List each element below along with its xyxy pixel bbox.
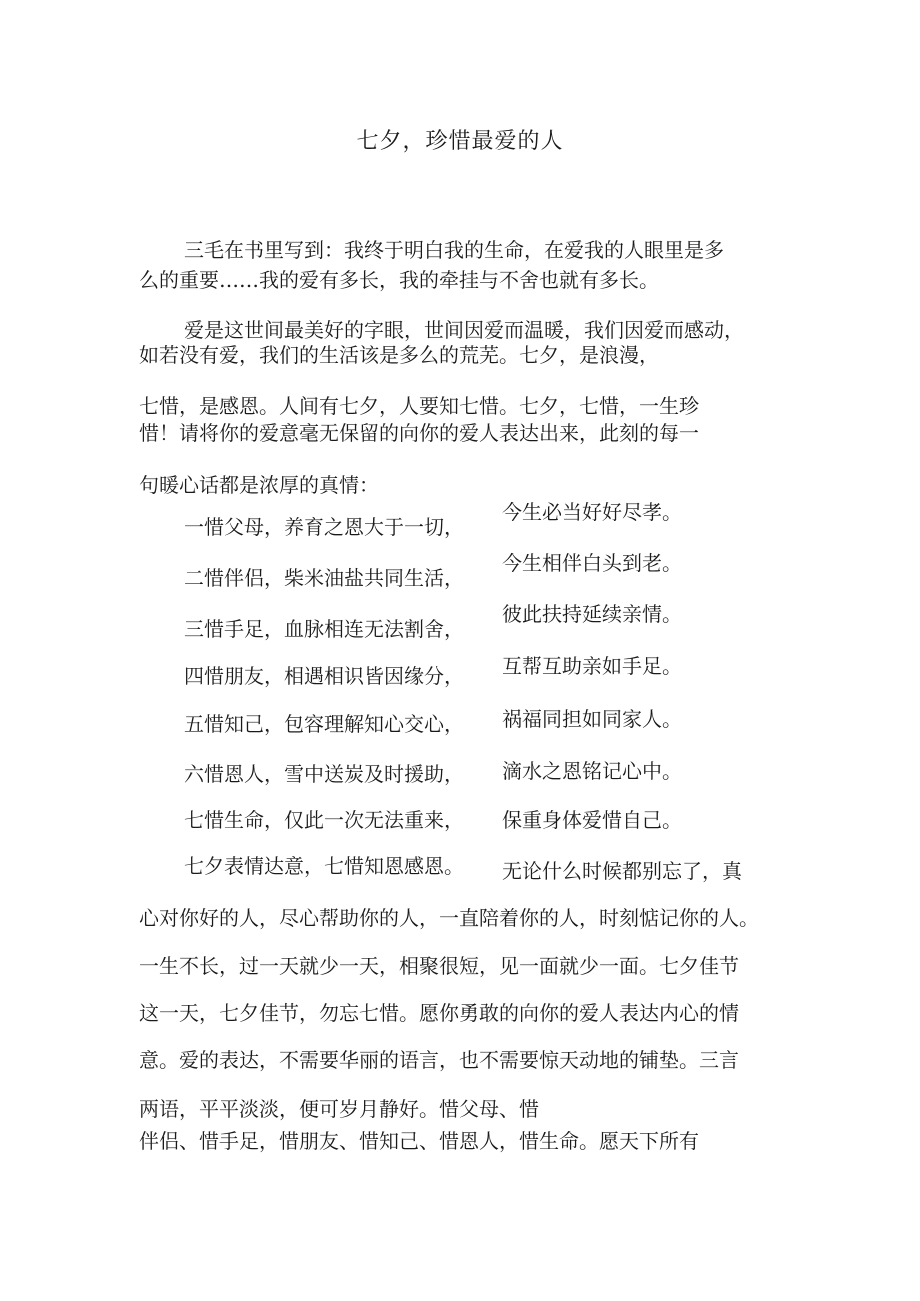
paragraph-line: 这一天，七夕佳节，勿忘七惜。愿你勇敢的向你的爱人表达内心的情 — [139, 1001, 739, 1025]
paragraph-line: 心对你好的人，尽心帮助你的人，一直陪着你的人，时刻惦记你的人。 — [139, 906, 759, 930]
paragraph-line: 么的重要……我的爱有多长，我的牵挂与不舍也就有多长。 — [139, 268, 659, 292]
cherish-line-right: 今生相伴白头到老。 — [502, 551, 682, 575]
cherish-line-left: 四惜朋友，相遇相识皆因缘分， — [184, 664, 464, 688]
paragraph-line: 爱是这世间最美好的字眼，世间因爱而温暖，我们因爱而感动， — [184, 318, 744, 342]
paragraph-line: 三毛在书里写到：我终于明白我的生命，在爱我的人眼里是多 — [184, 238, 724, 262]
cherish-line-left: 一惜父母，养育之恩大于一切， — [184, 515, 464, 539]
paragraph-line: 七夕表情达意，七惜知恩感恩。 — [184, 854, 464, 878]
paragraph-line: 意。爱的表达，不需要华丽的语言，也不需要惊天动地的铺垫。三言 — [139, 1048, 739, 1072]
paragraph-line: 两语，平平淡淡，便可岁月静好。惜父母、惜 — [139, 1097, 539, 1121]
paragraph-line: 如若没有爱，我们的生活该是多么的荒芜。七夕，是浪漫， — [139, 343, 659, 367]
cherish-line-left: 三惜手足，血脉相连无法割舍， — [184, 617, 464, 641]
cherish-line-right: 今生必当好好尽孝。 — [502, 500, 682, 524]
document-title: 七夕，珍惜最爱的人 — [356, 129, 564, 154]
cherish-line-right: 祸福同担如同家人。 — [502, 707, 682, 731]
cherish-line-left: 五惜知己，包容理解知心交心， — [184, 712, 464, 736]
paragraph-line: 伴侣、惜手足，惜朋友、惜知己、惜恩人，惜生命。愿天下所有 — [139, 1129, 699, 1153]
cherish-line-right: 保重身体爱惜自己。 — [502, 808, 682, 832]
paragraph-line: 无论什么时候都别忘了，真 — [502, 859, 742, 883]
paragraph-line: 七惜，是感恩。人间有七夕，人要知七惜。七夕，七惜，一生珍 — [139, 394, 699, 418]
paragraph-line: 一生不长，过一天就少一天，相聚很短，见一面就少一面。七夕佳节 — [139, 954, 739, 978]
cherish-line-left: 六惜恩人，雪中送炭及时援助， — [184, 762, 464, 786]
paragraph-line: 句暖心话都是浓厚的真情： — [139, 473, 379, 497]
cherish-line-left: 二惜伴侣，柴米油盐共同生活， — [184, 566, 464, 590]
cherish-line-right: 滴水之恩铭记心中。 — [502, 759, 682, 783]
cherish-line-left: 七惜生命，仅此一次无法重来， — [184, 808, 464, 832]
cherish-line-right: 互帮互助亲如手足。 — [502, 654, 682, 678]
cherish-line-right: 彼此扶持延续亲情。 — [502, 602, 682, 626]
paragraph-line: 惜！请将你的爱意毫无保留的向你的爱人表达出来，此刻的每一 — [139, 421, 699, 445]
